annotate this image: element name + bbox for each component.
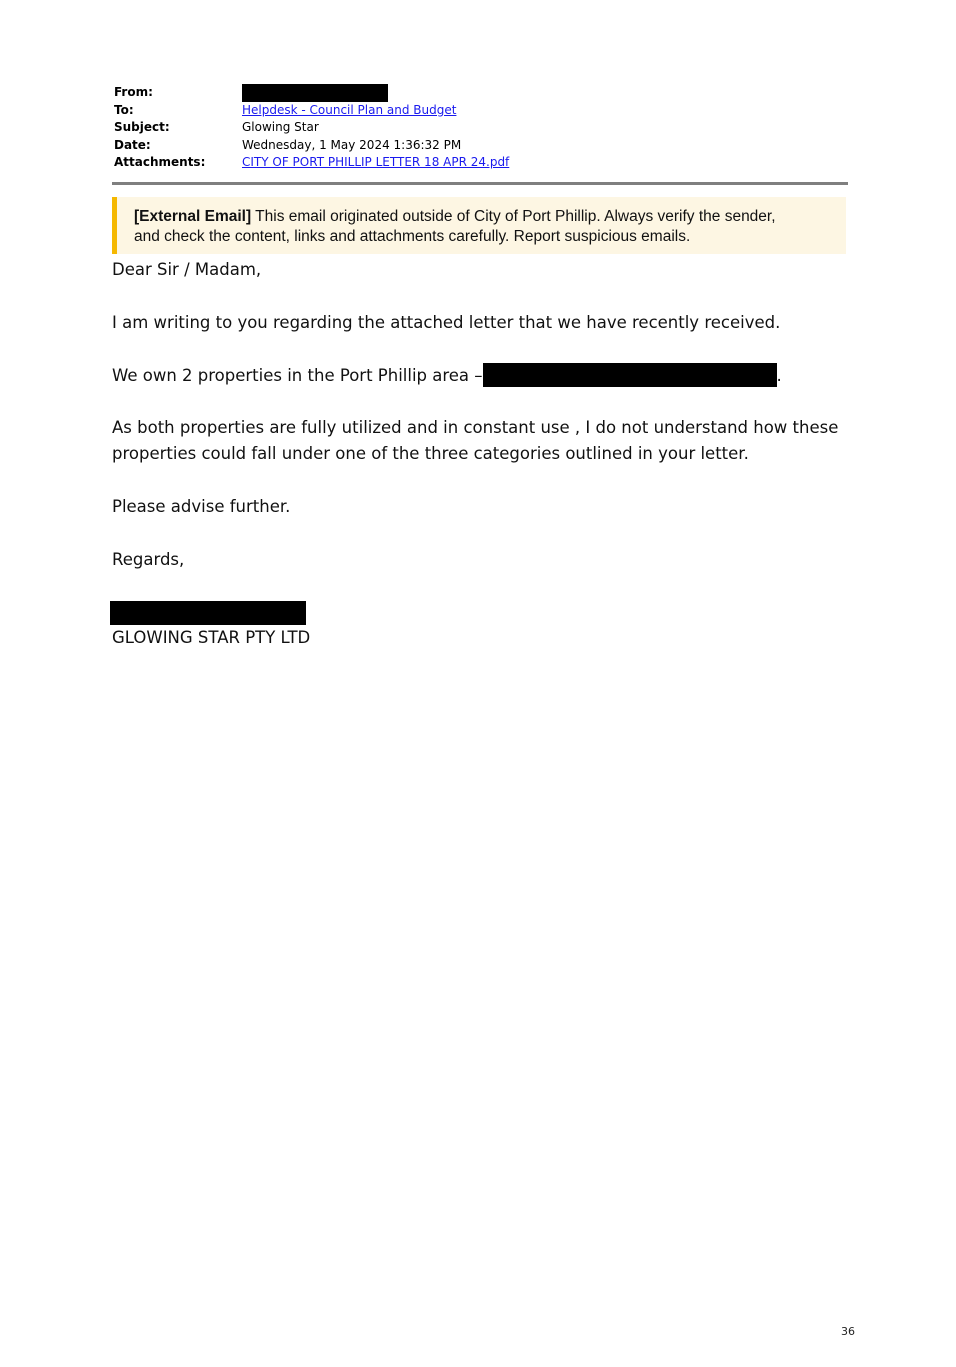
redaction-block [242,84,388,102]
to-value [242,102,456,120]
to-label: To: [114,102,134,117]
external-email-banner [112,197,846,254]
subject-label: Subject: [114,120,170,134]
subject-row [114,119,509,137]
to-link[interactable]: Helpdesk - Council Plan and Budget [242,102,457,117]
paragraph-3-line-1: As both properties are fully utilized and in constant use , I do not understand how these [112,418,839,437]
attachment-link[interactable]: CITY OF PORT PHILLIP LETTER 18 APR 24.pdf [242,155,510,169]
from-value [242,84,388,102]
date-value: Wednesday, 1 May 2024 1:36:32 PM [242,137,462,152]
from-row [114,84,509,102]
paragraph-3 [112,415,838,467]
paragraph-2-end: . [776,366,782,385]
date-row [114,137,509,155]
header-divider [112,182,848,185]
attachments-row [114,154,509,172]
banner-text-1: This email originated outside of City of Port Phillip. Always verify the sender, [251,208,776,225]
email-header [114,84,509,172]
greeting: Dear Sir / Madam, [112,260,262,279]
from-label: From: [114,85,153,99]
banner-tag: [External Email] [134,208,252,225]
banner-text-2: and check the content, links and attachments carefully. Report suspicious emails. [134,228,691,245]
paragraph-2 [112,363,782,389]
to-row [114,102,509,120]
attachments-label: Attachments: [114,155,206,169]
paragraph-3-line-2: properties could fall under one of the three categories outlined in your letter. [112,444,749,463]
attachments-value [242,154,509,172]
banner-line-1 [134,207,830,227]
address-redaction [483,363,777,387]
page-number: 36 [841,1325,855,1338]
company-name: GLOWING STAR PTY LTD [112,628,311,647]
signature-redaction [110,601,306,625]
closing: Regards, [112,550,185,569]
paragraph-1: I am writing to you regarding the attached letter that we have recently received. [112,313,781,332]
date-label: Date: [114,137,151,152]
subject-value: Glowing Star [242,120,319,134]
paragraph-4: Please advise further. [112,497,291,516]
paragraph-2-start: We own 2 properties in the Port Phillip area – [112,366,483,385]
